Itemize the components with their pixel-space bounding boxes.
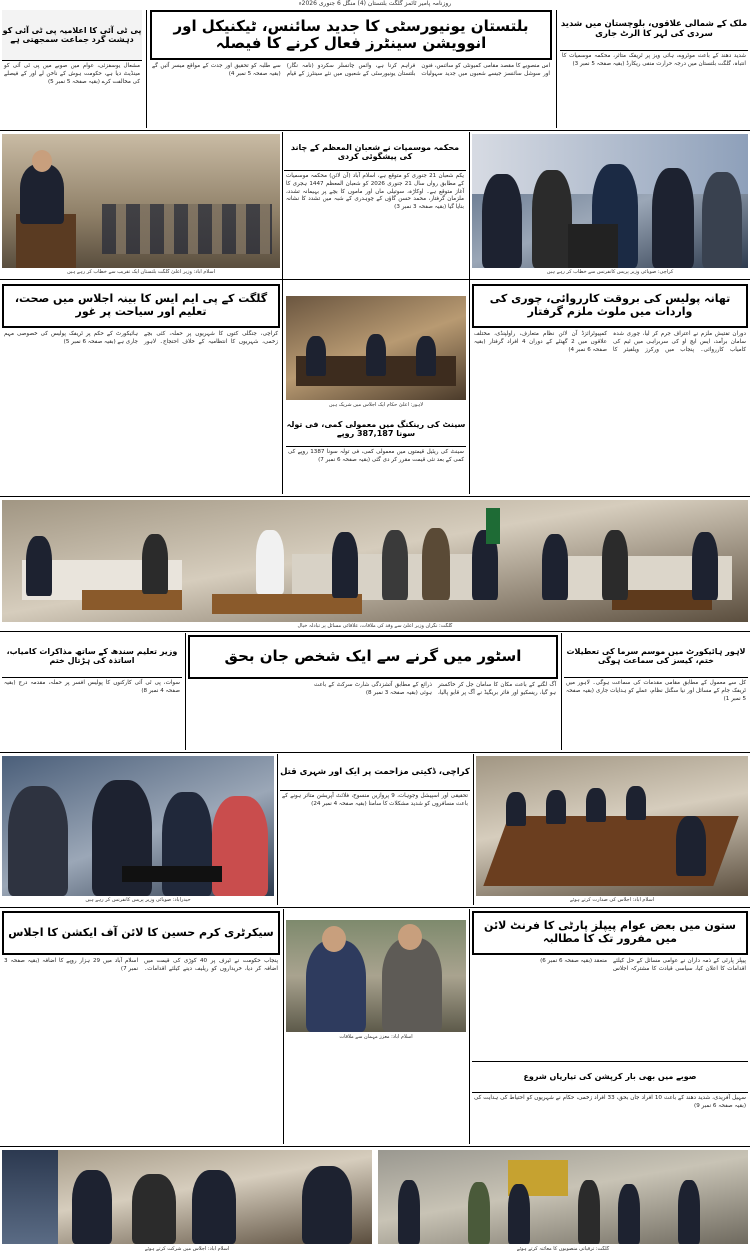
person-figure (506, 792, 526, 826)
photo-speech (2, 134, 280, 268)
photo-conference-table (476, 756, 748, 896)
person-figure (468, 1182, 490, 1244)
person-figure (652, 168, 694, 268)
person-figure (692, 532, 718, 600)
story-body: پیپلز پارٹی کے ذمہ داران نے عوامی مسائل کے حل کیلئے اقدامات کا اعلان کیا، سیاسی قیادت کا مشترکہ اجلاس منعقد (بقیہ صفحہ 6 نمبر 6) (540, 958, 746, 972)
photo-delegation-meeting (2, 500, 748, 622)
photo-caption: اسلام آباد: اجلاس میں شرکت کرتے ہوئے (144, 1246, 230, 1252)
person-figure (508, 1184, 530, 1244)
person-figure (602, 530, 628, 600)
person-figure (618, 1184, 640, 1244)
story-karachi-robbery (280, 756, 470, 906)
person-figure (332, 532, 358, 598)
photo-caption: اسلام آباد: معزز مہمان سے ملاقات (339, 1034, 413, 1040)
story-headline: سینٹ کی رینکنگ میں معمولی کمی، فی تولہ سونا 387,187 روپے (286, 412, 466, 447)
photo-site-inspection (378, 1150, 748, 1244)
person-figure (416, 336, 436, 376)
person-figure (366, 334, 386, 376)
person-figure (546, 790, 566, 824)
photo-caption: حیدرآباد: صوبائی وزیر پریس کانفرنس کر رہے ہیں (85, 897, 191, 903)
photo-caption: گلگت: ترقیاتی منصوبوں کا معائنہ کرتے ہوئے (516, 1246, 610, 1252)
person-figure (678, 1180, 700, 1244)
photo-video-meeting (2, 1150, 372, 1244)
story-headline: صوبے میں بھی بار کرپشن کی تیاریاں شروع (472, 1061, 748, 1093)
person-figure (382, 530, 408, 600)
story-body: شدید دھند کے باعث موٹروے، ہائی ویز پر ٹریفک متاثر، محکمہ موسمیات کا انتباہ، گلگت بلتستان میں درجہ حرارت منفی ریکارڈ (بقیہ صفحہ 5 نمبر 3) (562, 53, 746, 67)
divider (0, 752, 750, 753)
story-police-arrest (472, 284, 748, 494)
person-figure (306, 940, 366, 1032)
story-lahore-court (564, 635, 748, 750)
story-body: آگ لگنے کے باعث مکان کا سامان جل کر خاکستر ہو گیا، ریسکیو اور فائر بریگیڈ نے آگ پر قابو پالیا، ذرائع کے مطابق آتشزدگی شارٹ سرکٹ کے باعث ہوئی (بقیہ صفحہ 3 نمبر 8) (314, 682, 556, 696)
masthead: روزنامہ پامیر ٹائمز گلگت بلتستان (4) منگل 6 جنوری 2026ء (298, 0, 452, 7)
person-figure (626, 786, 646, 820)
person-figure (72, 1170, 112, 1244)
divider (0, 907, 750, 908)
person-figure (398, 1180, 420, 1244)
photo-caption: کراچی: صوبائی وزیر پریس کانفرنس سے خطاب کر رہے ہیں (546, 269, 674, 275)
column-rule (556, 10, 557, 128)
story-cold-alert (560, 10, 748, 128)
story-headline: گلگت کے پی ایم ایس کا بینہ اجلاس میں صحت، تعلیم اور سیاحت پر غور (2, 284, 280, 328)
story-moon-sighting (284, 134, 466, 276)
photo-caption: اسلام آباد: وزیر اعلیٰ گلگت بلتستان ایک تقریب سے خطاب کر رہے ہیں (67, 269, 215, 275)
photo-handshake (286, 920, 466, 1032)
story-headline: بلتستان یونیورسٹی کا جدید سائنس، ٹیکنیکل اور انوویشن سینٹرز فعال کرنے کا فیصلہ (150, 10, 552, 60)
story-headline: محکمہ موسمیات نے شعبان المعظم کے چاند کی پیشگوئی کردی (284, 134, 466, 171)
story-headline: لاہور ہائیکورٹ میں موسم سرما کی تعطیلات ختم، کیسز کی سماعت ہوگی (564, 635, 748, 678)
divider (0, 130, 750, 131)
divider (0, 496, 750, 497)
person-figure (8, 786, 68, 896)
story-headline: ملک کے شمالی علاقوں، بلوچستان میں شدید سردی کی لہر کا الرٹ جاری (560, 10, 748, 51)
column-rule (473, 754, 474, 905)
person-figure (532, 170, 572, 268)
story-gold-price (286, 412, 466, 494)
photo-caption: اسلام آباد: اجلاس کی صدارت کرتے ہوئے (569, 897, 655, 903)
person-figure (302, 1166, 352, 1244)
person-figure (26, 536, 52, 596)
story-baltistan-university (150, 10, 552, 128)
person-figure (676, 816, 706, 876)
column-rule (283, 909, 284, 1144)
story-headline: سیکرٹری کرم حسین کا لائن آف ایکشن کا اجلاس (2, 911, 280, 955)
person-figure (422, 528, 450, 600)
microphone-stand (568, 224, 618, 268)
column-rule (282, 132, 283, 494)
story-body: یکم شعبان 21 جنوری کو متوقع ہے، اسلام آباد (آن لائن) محکمہ موسمیات کے مطابق رواں سال 21 جنوری 2026 کو شعبان المعظم 1447 ہجری کا آغاز متوقع ہے۔ اوکاڑہ، سوتیلی ماں اور ماموں کا بچے پر بہیمانہ تشدد، ملزمان گرفتار، محمد حسن گاؤں کے چوہدری کے شبہ میں تشدد کا نشانہ بنایا گیا (بقیہ صفحہ 3 نمبر 3) (286, 173, 465, 211)
column-rule (469, 132, 470, 494)
person-figure (578, 1180, 600, 1244)
divider (0, 1146, 750, 1147)
microphones (122, 866, 222, 882)
story-headline: وزیر تعلیم سندھ کے ساتھ مذاکرات کامیاب، اساتذہ کی ہڑتال ختم (2, 635, 182, 678)
story-secretary-meeting (2, 911, 280, 1143)
story-body: سینٹ کی ریٹیل قیمتوں میں معمولی کمی، فی تولہ سونا 1387 روپے کی کمی کے بعد نئی قیمت مقرر کر دی گئی (بقیہ صفحہ 6 نمبر 7) (288, 449, 464, 463)
speaker-figure (20, 164, 64, 224)
story-body: دوران تفتیش ملزم نے اعتراف جرم کر لیا، چوری شدہ سامان برآمد، ایس ایچ او کی سربراہی میں ٹیم کی کامیاب کارروائی۔ پنجاب میں ورکرز ویلفیئر کا کمپیوٹرائزڈ آن لائن نظام متعارف، راولپنڈی، مختلف علاقوں میں 2 گھنٹے کے دوران 4 افراد گرفتار (بقیہ صفحہ 6 نمبر 4) (474, 331, 746, 353)
story-store-fire (188, 635, 558, 750)
person-figure (132, 1174, 176, 1244)
divider (0, 631, 750, 632)
person-figure (542, 534, 568, 600)
photo-caption: لاہور: اعلیٰ حکام ایک اجلاس میں شریک ہیں (328, 402, 424, 408)
story-body: سوات، پی ٹی آئی کارکنوں کا پولیس افسر پر حملہ، مقدمہ درج (بقیہ صفحہ 4 نمبر 8) (4, 680, 180, 694)
story-body: پنجاب حکومت نے ٹیرف پر 40 کوڑی کی قیمت میں اضافہ کر دیا، خریداروں کو ریلیف دینے کیلئے اقدامات۔ اسلام آباد میں 29 ہزار روپے کا اضافہ (بقیہ صفحہ 3 نمبر 7) (4, 958, 278, 972)
story-headline: پی ٹی آئی کا اعلامیہ پی ٹی آئی کو دہشت گرد جماعت سمجھتی ہے (2, 10, 142, 61)
photo-press-talk (2, 756, 274, 896)
story-body: مشعال یوسفزئی، عوام میں صوبے میں پی ٹی آئی کو مینڈیٹ دیا ہے، حکومت ہوش کے ناخن لے اور کے فیصلے کی مخالفت کرے (بقیہ صفحہ 5 نمبر 5) (4, 63, 140, 85)
person-head (322, 926, 346, 952)
audience (102, 204, 272, 254)
story-ppp-demand (472, 911, 748, 1143)
story-body: تحقیقی اور اسپیشل وجوہات، 9 پروازیں منسوخ، فلائٹ آپریشن متاثر ہونے کے باعث مسافروں کو شدید مشکلات کا سامنا (بقیہ صفحہ 4 نمبر 24) (282, 793, 468, 807)
person-figure (192, 1170, 236, 1244)
person-figure (142, 534, 168, 594)
person-figure (702, 172, 742, 268)
story-headline: ستون میں بعض عوام پیپلز پارٹی کا فرنٹ لائن میں مفرور تک کا مطالبہ (472, 911, 748, 955)
story-gilgit-cabinet (2, 284, 280, 494)
column-rule (146, 10, 147, 128)
story-body: کراچی، جنگلی کتوں کا شہریوں پر حملہ، کئی بچے زخمی، شہریوں کا انتظامیہ کے خلاف احتجاج۔ لاہور ہائیکورٹ کے حکم پر ٹریفک پولیس کی خصوصی مہم جاری ہے (بقیہ صفحہ 6 نمبر 5) (4, 331, 278, 345)
person-head (398, 924, 422, 950)
speaker-head (32, 150, 52, 172)
photo-meeting-hall (286, 296, 466, 400)
story-headline: کراچی، ڈکیتی مزاحمت پر ایک اور شہری قتل (280, 756, 470, 791)
divider (0, 279, 750, 280)
story-pti-statement (2, 10, 142, 128)
photo-press-conference (472, 134, 748, 268)
photo-caption: گلگت: نگران وزیر اعلیٰ سے وفد کی ملاقات، علاقائی مسائل پر تبادلہ خیال (297, 623, 453, 629)
column-rule (277, 754, 278, 905)
story-headline: اسٹور میں گرنے سے ایک شخص جان بحق (188, 635, 558, 679)
story-body: اس منصوبے کا مقصد مقامی کمیونٹی کو سائنس، فنون اور سوشل سائنسز جیسے شعبوں میں جدید سہولیات فراہم کرنا ہے، وائس چانسلر سکردو (نامہ نگار) بلتستان یونیورسٹی کے شعبوں میں نئے سینٹرز کے قیام سے طلبہ کو تحقیق اور جدت کے مواقع میسر آئیں گے (بقیہ صفحہ 5 نمبر 4) (152, 63, 550, 77)
person-figure (256, 530, 284, 594)
story-body: سہیل آفریدی، شدید دھند کے باعث 10 افراد جاں بحق، 33 افراد زخمی، حکام نے شہریوں کو احتیاط کی ہدایت کی (بقیہ صفحہ 6 نمبر 9) (474, 1095, 746, 1109)
person-figure (382, 938, 442, 1032)
flag (486, 508, 500, 544)
column-rule (469, 909, 470, 1144)
column-rule (185, 633, 186, 750)
column-rule (561, 633, 562, 750)
person-figure (306, 336, 326, 376)
video-screen (2, 1150, 58, 1244)
story-body: کل سے معمول کے مطابق مقامی مقدمات کی سماعت ہوگی۔ لاہور میں ٹریفک جام کے مسائل اور نیا سگنل نظام، عملے کو ہدایات جاری (بقیہ صفحہ 5 نمبر 1) (566, 680, 746, 702)
person-figure (482, 174, 522, 268)
story-sindh-education (2, 635, 182, 750)
story-headline: تھانہ پولیس کی بروقت کارروائی، چوری کی واردات میں ملوث ملزم گرفتار (472, 284, 748, 328)
person-figure (586, 788, 606, 822)
